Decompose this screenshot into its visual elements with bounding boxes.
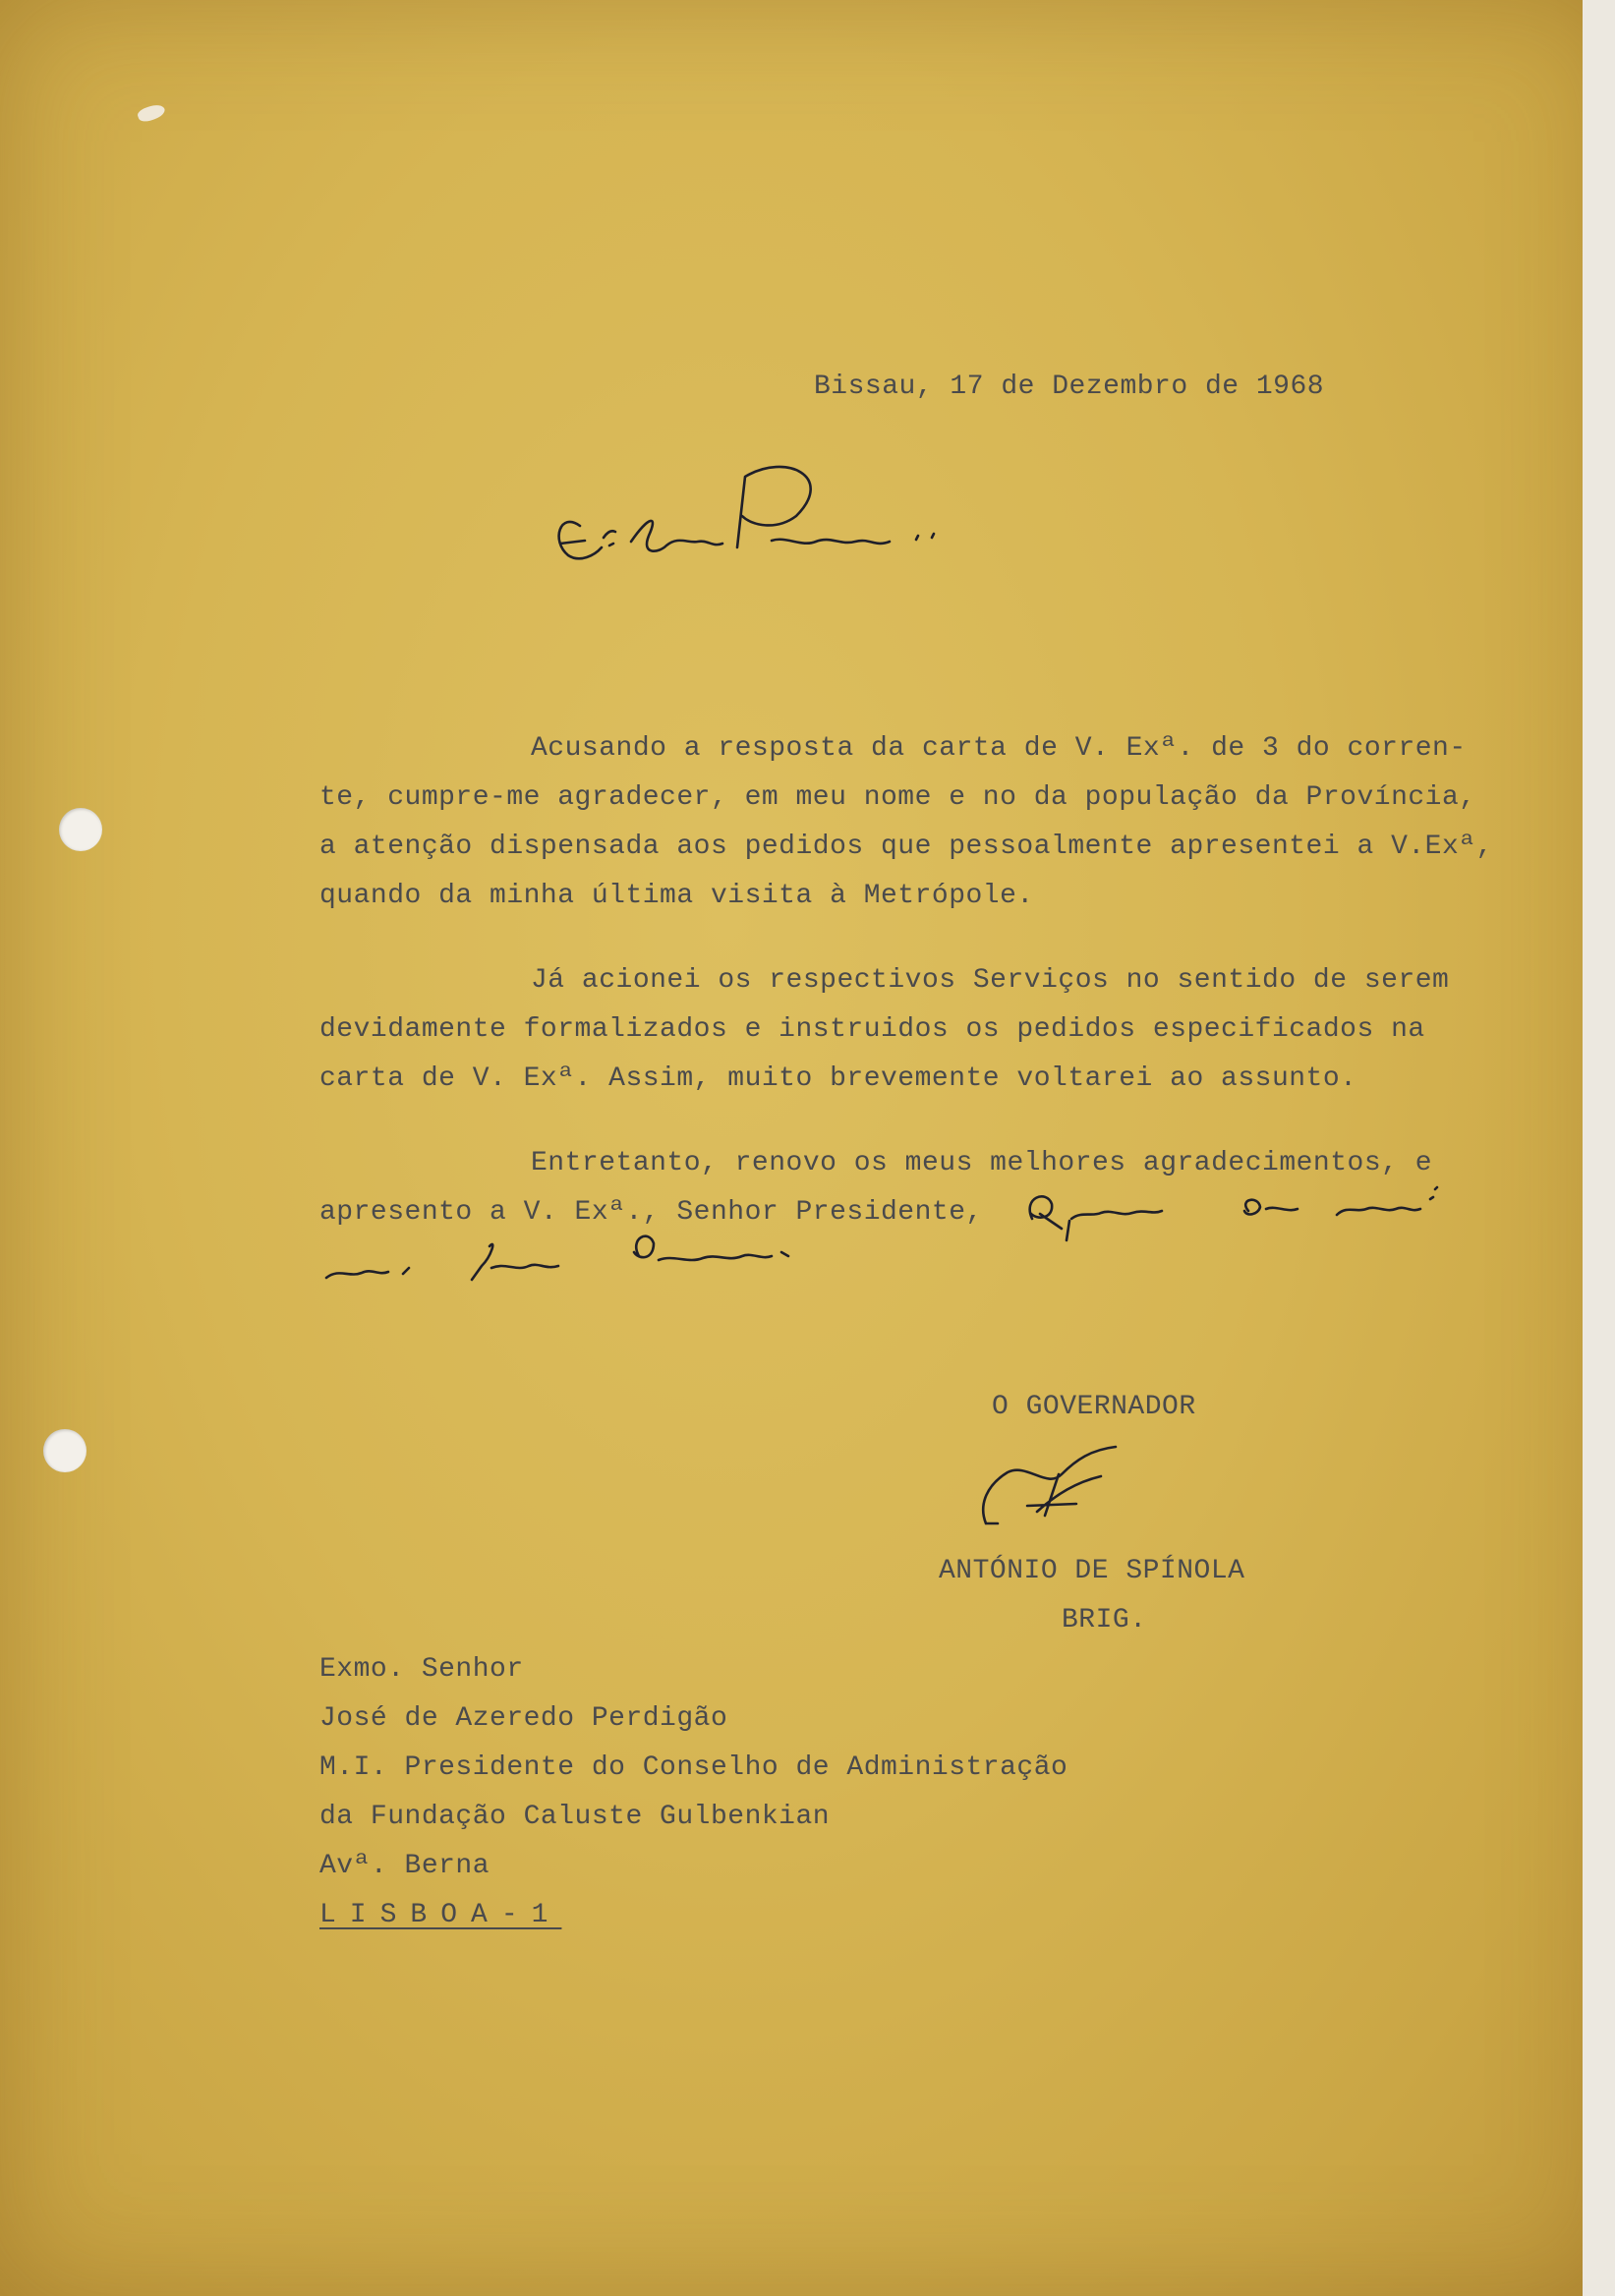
letter-page: Bissau, 17 de Dezembro de 1968 Acusando a resposta da carta de V. Exª. de 3 do corren- te, cumpre-me agradecer, em meu nome e no da população da Província, a atenção dispensada aos pedidos que pessoalmente apresentei a V.Exª, quando da minha última visita à Metrópole. Já acionei os respectivos Serviços no sentido de serem devidamente formalizados e instruidos os pedidos especificados na carta de V. Exª. Assim, muito brevemente voltarei ao assunto. Entretanto, renovo os meus melhores agradecimentos, e apresento a V. Exª., Senhor Presidente, O GOVERNADOR ANTÓNIO DE SPÍNOLA BRIG. Exmo. Senhor José de Azeredo Perdigão M.I. Presidente do Conselho de Administração da Fundação Caluste Gulbenkian Avª. Berna LISBOA-1 [0, 0, 1615, 2296]
punch-hole-top [59, 808, 102, 851]
punch-hole-bottom [43, 1429, 87, 1472]
handwritten-salutation [541, 457, 963, 580]
signature-name: ANTÓNIO DE SPÍNOLA [939, 1556, 1245, 1586]
handwritten-closing [315, 1170, 1455, 1297]
date-line: Bissau, 17 de Dezembro de 1968 [814, 372, 1325, 402]
signature-rank: BRIG. [1062, 1605, 1147, 1636]
handwritten-signature [968, 1435, 1135, 1533]
page-edge [1583, 0, 1615, 2296]
signature-title: O GOVERNADOR [992, 1392, 1196, 1422]
addressee-city: LISBOA-1 [319, 1900, 562, 1930]
paper-tear [136, 102, 166, 125]
